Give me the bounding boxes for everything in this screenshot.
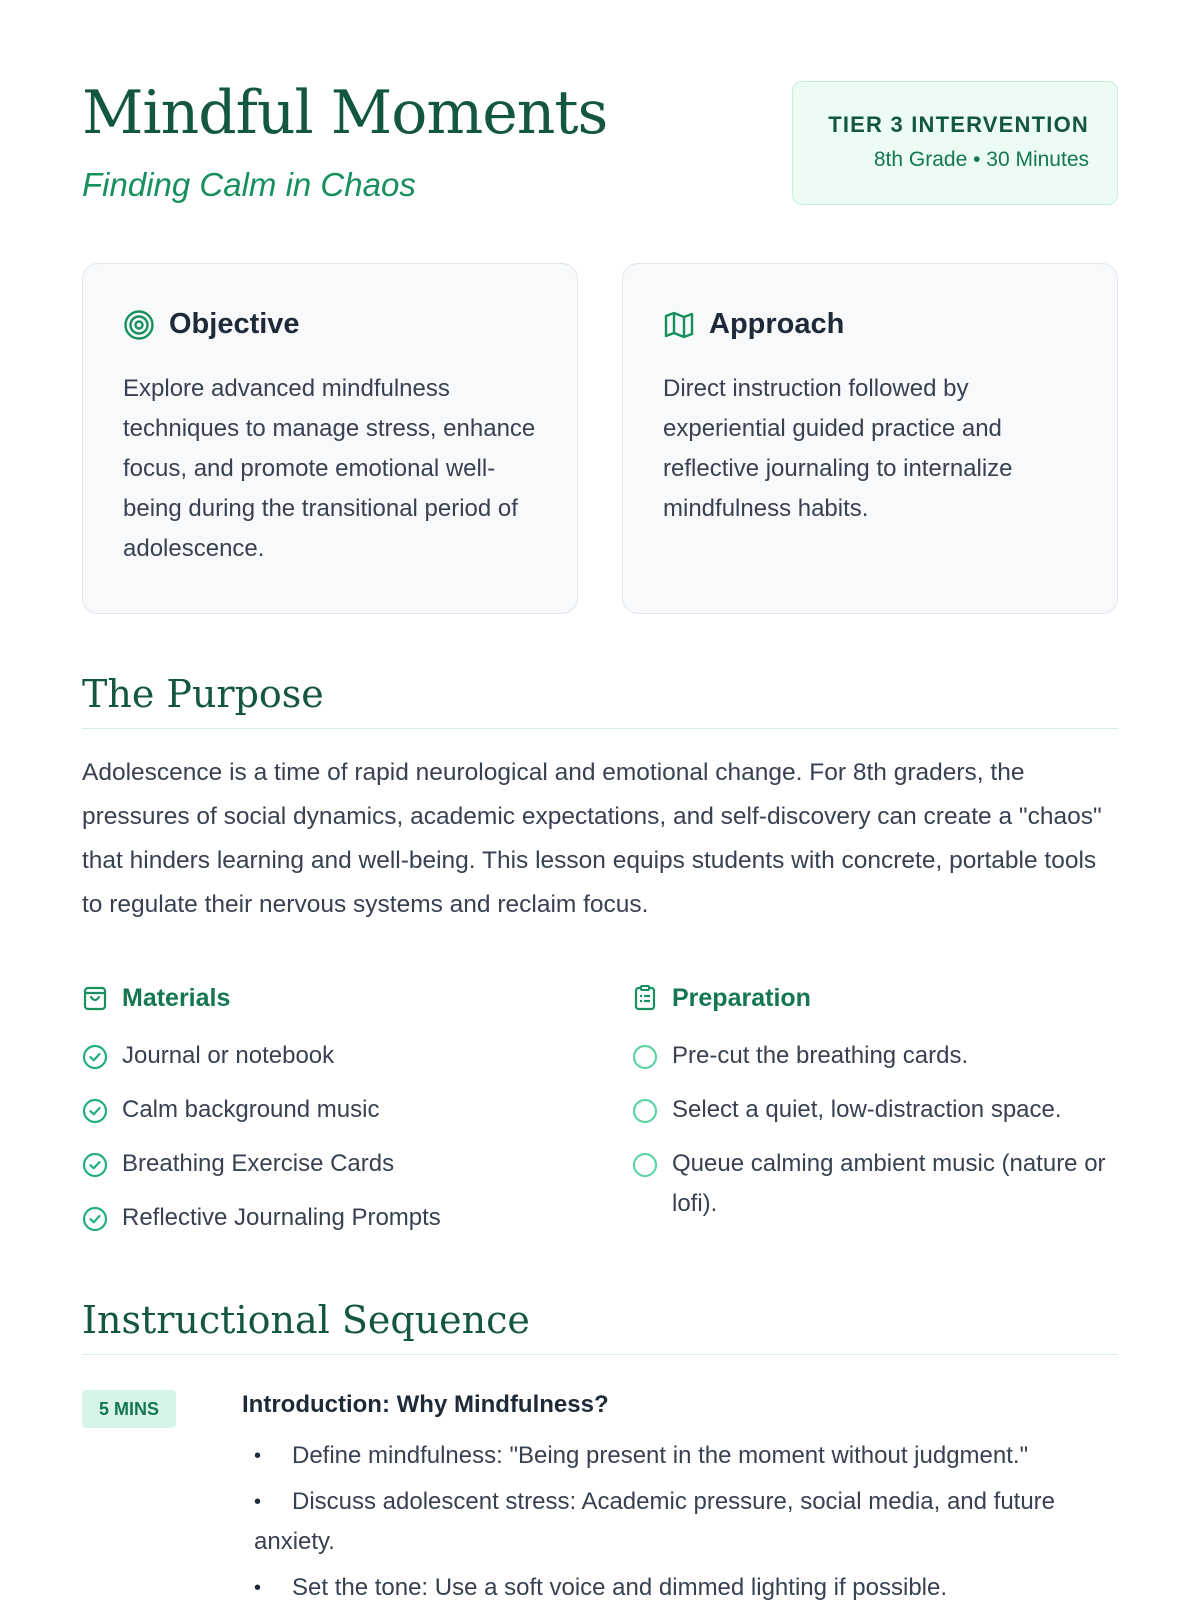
empty-circle-icon [632, 1098, 658, 1124]
empty-circle-icon [632, 1044, 658, 1070]
objective-title: Objective [169, 308, 300, 340]
material-label: Reflective Journaling Prompts [122, 1204, 441, 1231]
list-item [82, 1090, 582, 1130]
info-cards [82, 263, 1118, 614]
objective-card [82, 263, 578, 614]
objective-card-header [123, 308, 537, 341]
map-icon [663, 309, 695, 341]
bullet-icon: • [254, 1445, 262, 1467]
preparation-column [632, 980, 1122, 1238]
check-circle-icon [82, 1098, 108, 1124]
bullet-text: Discuss adolescent stress: Academic pressure, social media, and future anxiety. [254, 1488, 1056, 1555]
list-item [254, 1568, 1118, 1608]
material-label: Breathing Exercise Cards [122, 1150, 395, 1177]
list-item [632, 1090, 1122, 1130]
material-label: Journal or notebook [122, 1042, 335, 1069]
list-item [632, 1036, 1122, 1076]
preparation-label: Select a quiet, low-distraction space. [672, 1096, 1062, 1123]
bullet-icon: • [254, 1491, 262, 1513]
sequence-heading: Instructional Sequence [82, 1298, 1118, 1355]
list-item [82, 1036, 582, 1076]
approach-title: Approach [709, 308, 845, 340]
materials-column [82, 980, 582, 1252]
preparation-label: Pre-cut the breathing cards. [672, 1042, 969, 1069]
bullet-icon: • [254, 1577, 262, 1599]
bullet-text: Define mindfulness: "Being present in the moment without judgment." [292, 1442, 1029, 1469]
time-badge: 5 MINS [82, 1390, 176, 1428]
preparation-title: Preparation [672, 983, 811, 1012]
clipboard-list-icon [632, 984, 658, 1012]
check-circle-icon [82, 1044, 108, 1070]
tier-meta: 8th Grade • 30 Minutes [873, 148, 1089, 171]
materials-title: Materials [122, 983, 231, 1012]
list-item [254, 1436, 1118, 1476]
preparation-label: Queue calming ambient music (nature or lofi). [672, 1150, 1106, 1217]
check-circle-icon [82, 1152, 108, 1178]
preparation-header [632, 980, 1122, 1016]
check-circle-icon [82, 1206, 108, 1232]
approach-card-header [663, 308, 1077, 341]
page-subtitle: Finding Calm in Chaos [82, 166, 416, 203]
step-title: Introduction: Why Mindfulness? [242, 1391, 609, 1418]
material-label: Calm background music [122, 1096, 380, 1123]
materials-header [82, 980, 582, 1016]
purpose-heading: The Purpose [82, 672, 1118, 729]
list-item [82, 1198, 582, 1238]
purpose-text: Adolescence is a time of rapid neurological and emotional change. For 8th graders, the pressures of social dynamics, academic expectations, and self-discovery can create a "chaos" that hinders learning and well-being. This lesson equips students with concrete, portable tools to regulate their nervous systems and reclaim focus. [82, 759, 1102, 918]
list-item [82, 1144, 582, 1184]
preparation-list [632, 1036, 1122, 1224]
step-body [242, 1390, 1118, 1614]
approach-card [622, 263, 1118, 614]
empty-circle-icon [632, 1152, 658, 1178]
page-title: Mindful Moments [82, 78, 608, 148]
tier-label: TIER 3 INTERVENTION [828, 112, 1089, 137]
bullet-text: Set the tone: Use a soft voice and dimmed lighting if possible. [292, 1574, 948, 1601]
materials-list [82, 1036, 582, 1238]
list-item [632, 1144, 1122, 1224]
approach-text: Direct instruction followed by experiential guided practice and reflective journaling to internalize mindfulness habits. [663, 375, 1013, 522]
step-bullet-list [242, 1436, 1118, 1608]
shopping-bag-icon [82, 984, 108, 1012]
target-icon [123, 309, 155, 341]
objective-text: Explore advanced mindfulness techniques to manage stress, enhance focus, and promote emotional well-being during the transitional period of adolescence. [123, 375, 536, 562]
header [82, 0, 1118, 240]
tier-badge [792, 81, 1118, 205]
list-item [254, 1482, 1118, 1562]
